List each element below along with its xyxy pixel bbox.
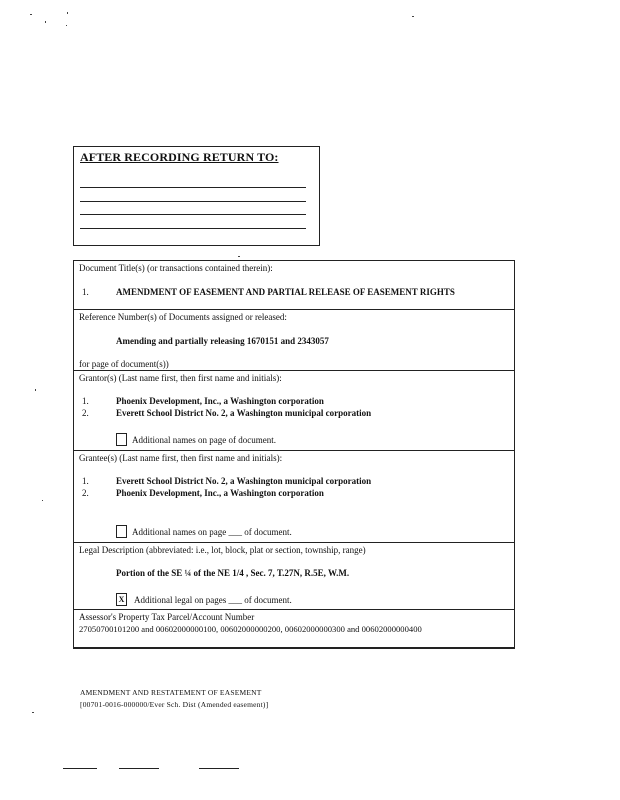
- scan-speck: [45, 21, 46, 23]
- tax-parcel-label: Assessor's Property Tax Parcel/Account Number: [79, 612, 255, 622]
- legal-additional-checkbox[interactable]: X: [116, 593, 127, 606]
- initials-line: [199, 768, 239, 769]
- recording-cover-sheet: [73, 260, 515, 649]
- doc-title-label: Document Title(s) (or transactions contained therein):: [79, 263, 273, 273]
- return-address-line: [80, 214, 306, 215]
- reference-page-note: for page of document(s)): [79, 359, 169, 369]
- doc-title-number: 1.: [82, 287, 89, 297]
- scan-speck: [67, 12, 68, 14]
- tax-parcel-value: 27050700101200 and 00602000000100, 00602000000200, 00602000000300 and 00602000000400: [79, 624, 422, 634]
- scan-speck: [35, 389, 36, 391]
- grantee-number: 1.: [82, 476, 89, 486]
- legal-description-value: Portion of the SE ¼ of the NE 1/4 , Sec. 7, T.27N, R.5E, W.M.: [116, 568, 350, 578]
- scan-speck: [32, 712, 34, 713]
- grantor-number: 2.: [82, 408, 89, 418]
- return-address-line: [80, 201, 306, 202]
- reference-value: Amending and partially releasing 1670151 and 2343057: [116, 336, 329, 346]
- scan-speck: [66, 25, 67, 26]
- grantee-label: Grantee(s) (Last name first, then first name and initials):: [79, 453, 283, 463]
- grantor-number: 1.: [82, 396, 89, 406]
- return-to-box: [73, 146, 320, 246]
- initials-line: [119, 768, 159, 769]
- section-divider: [74, 450, 514, 451]
- grantor-label: Grantor(s) (Last name first, then first name and initials):: [79, 373, 282, 383]
- return-to-title: AFTER RECORDING RETURN TO:: [80, 150, 279, 164]
- grantee-name: Everett School District No. 2, a Washington municipal corporation: [116, 476, 372, 486]
- legal-additional-label: Additional legal on pages ___ of document.: [134, 595, 292, 605]
- footer-document-title: AMENDMENT AND RESTATEMENT OF EASEMENT: [80, 688, 262, 697]
- grantor-additional-label: Additional names on page of document.: [132, 435, 276, 445]
- section-divider: [74, 542, 514, 543]
- grantor-additional-checkbox[interactable]: [116, 433, 127, 446]
- scan-speck: [238, 256, 240, 257]
- grantee-number: 2.: [82, 488, 89, 498]
- scan-speck: [42, 500, 43, 501]
- grantor-name: Everett School District No. 2, a Washington municipal corporation: [116, 408, 372, 418]
- initials-line: [63, 768, 97, 769]
- grantee-name: Phoenix Development, Inc., a Washington corporation: [116, 488, 324, 498]
- return-address-line: [80, 228, 306, 229]
- footer-file-reference: [00701-0016-000000/Ever Sch. Dist (Amended easement)]: [80, 700, 269, 709]
- grantee-additional-checkbox[interactable]: [116, 525, 127, 538]
- grantor-name: Phoenix Development, Inc., a Washington corporation: [116, 396, 324, 406]
- section-divider: [74, 309, 514, 310]
- return-address-line: [80, 187, 306, 188]
- section-divider: [74, 609, 514, 610]
- scan-speck: [412, 16, 414, 17]
- legal-description-label: Legal Description (abbreviated: i.e., lot, block, plat or section, township, range): [79, 545, 366, 555]
- grantee-additional-label: Additional names on page ___ of document.: [132, 527, 292, 537]
- scan-speck: [30, 14, 32, 15]
- section-divider: [74, 370, 514, 371]
- doc-title-value: AMENDMENT OF EASEMENT AND PARTIAL RELEASE OF EASEMENT RIGHTS: [116, 287, 455, 297]
- reference-label: Reference Number(s) of Documents assigned or released:: [79, 312, 287, 322]
